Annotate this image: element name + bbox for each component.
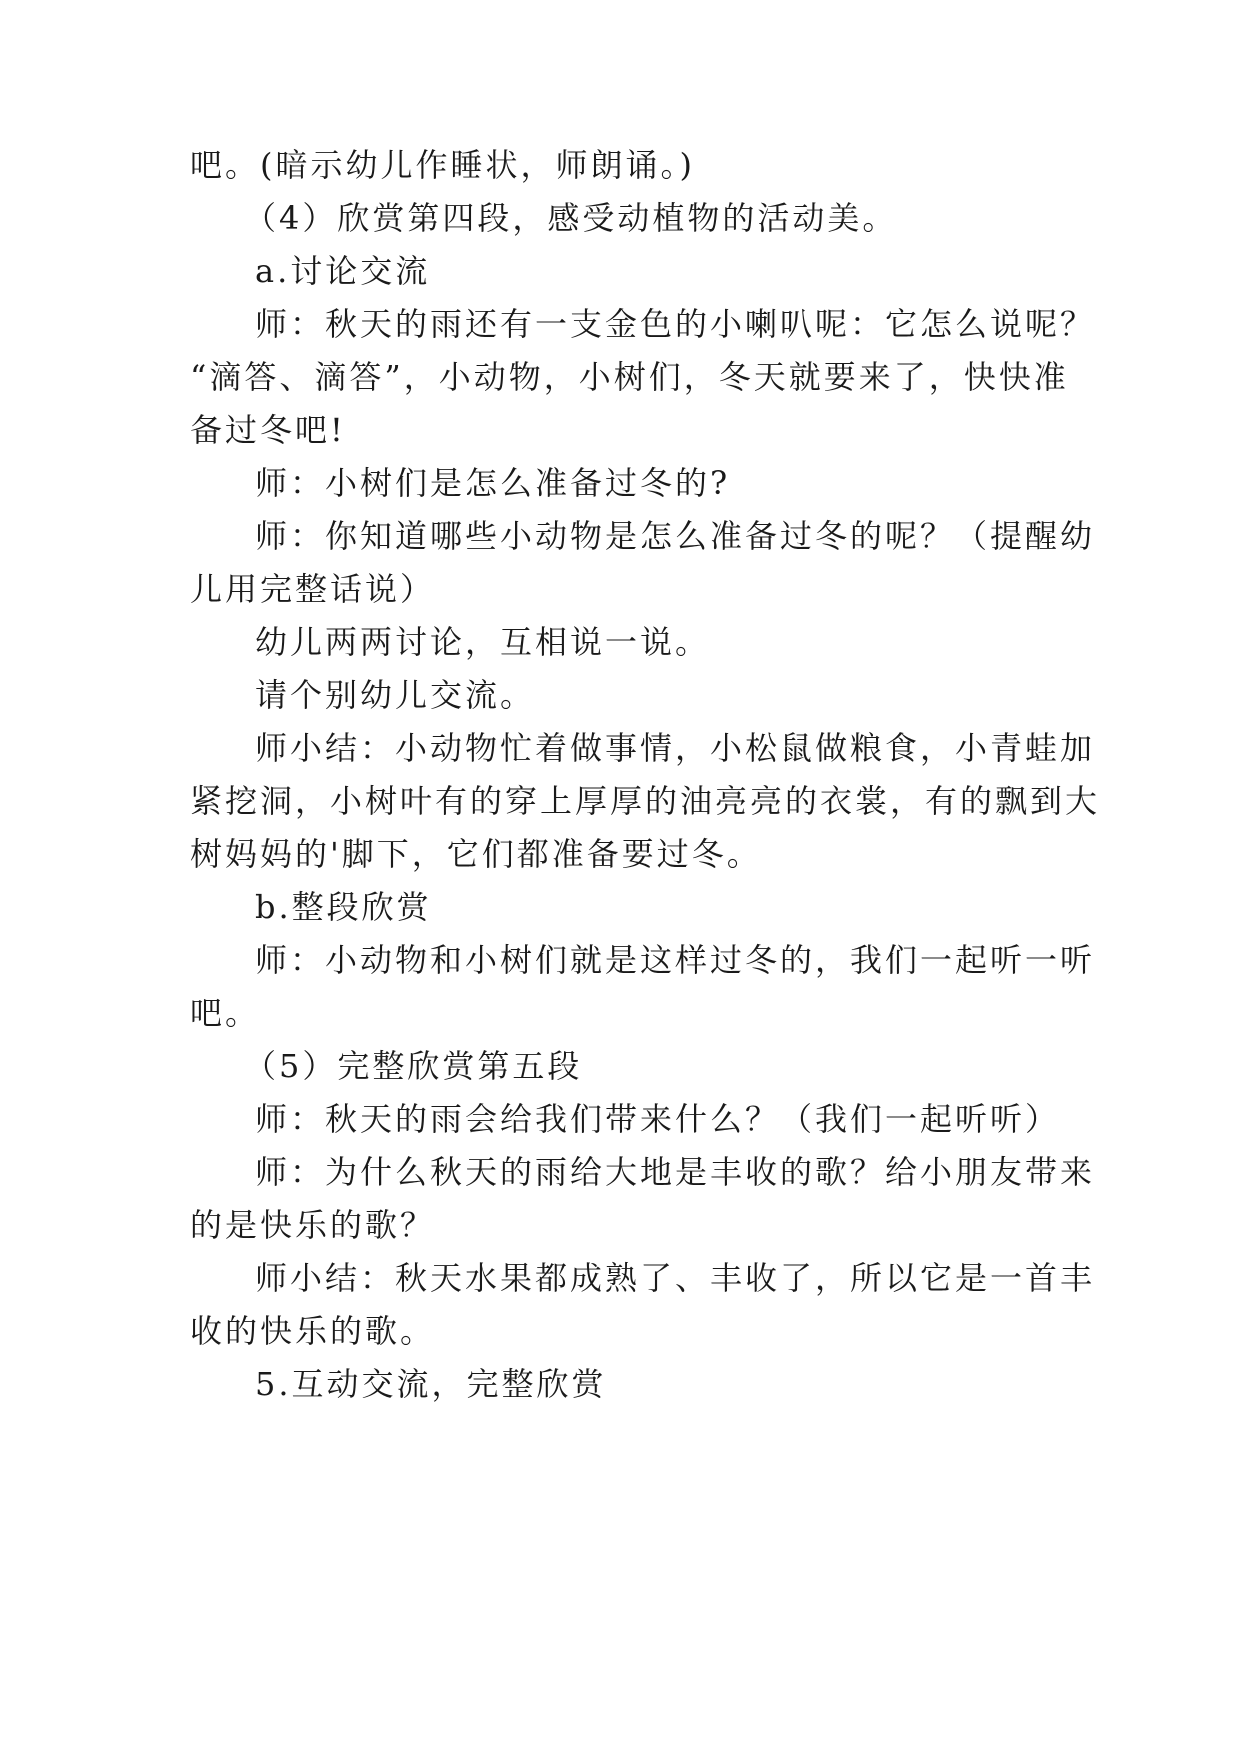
text-line: 师小结：秋天水果都成熟了、丰收了，所以它是一首丰 — [255, 1259, 1096, 1297]
text-line: 收的快乐的歌。 — [190, 1312, 436, 1350]
text-line: 师：你知道哪些小动物是怎么准备过冬的呢？（提醒幼 — [255, 517, 1096, 555]
text-line: 师：小动物和小树们就是这样过冬的，我们一起听一听 — [255, 941, 1096, 979]
text-line: 的是快乐的歌？ — [190, 1206, 436, 1244]
text-line: 紧挖洞，小树叶有的穿上厚厚的油亮亮的衣裳，有的飘到大 — [190, 782, 1101, 820]
text-line: 树妈妈的'脚下，它们都准备要过冬。 — [190, 835, 762, 873]
text-line: 5.互动交流，完整欣赏 — [255, 1365, 607, 1403]
text-line: 请个别幼儿交流。 — [255, 676, 536, 714]
text-line: 儿用完整话说） — [190, 570, 436, 608]
text-line: 师：小树们是怎么准备过冬的? — [255, 464, 731, 502]
text-line: “滴答、滴答”，小动物，小树们，冬天就要来了，快快准 — [190, 358, 1069, 396]
text-line: b.整段欣赏 — [255, 888, 432, 926]
text-line: 吧。(暗示幼儿作睡状，师朗诵。) — [190, 146, 695, 184]
text-line: 幼儿两两讨论，互相说一说。 — [255, 623, 711, 661]
text-line: a.讨论交流 — [255, 252, 431, 290]
text-line: 师：为什么秋天的雨给大地是丰收的歌？给小朋友带来 — [255, 1153, 1096, 1191]
text-line: 师小结：小动物忙着做事情，小松鼠做粮食，小青蛙加 — [255, 729, 1096, 767]
text-line: 师：秋天的雨会给我们带来什么？（我们一起听听） — [255, 1100, 1061, 1138]
text-line: 备过冬吧! — [190, 411, 346, 449]
text-line: 师：秋天的雨还有一支金色的小喇叭呢：它怎么说呢？ — [255, 305, 1096, 343]
text-line: （5）完整欣赏第五段 — [244, 1047, 583, 1085]
text-line: 吧。 — [190, 994, 261, 1032]
text-line: （4）欣赏第四段，感受动植物的活动美。 — [244, 199, 898, 237]
